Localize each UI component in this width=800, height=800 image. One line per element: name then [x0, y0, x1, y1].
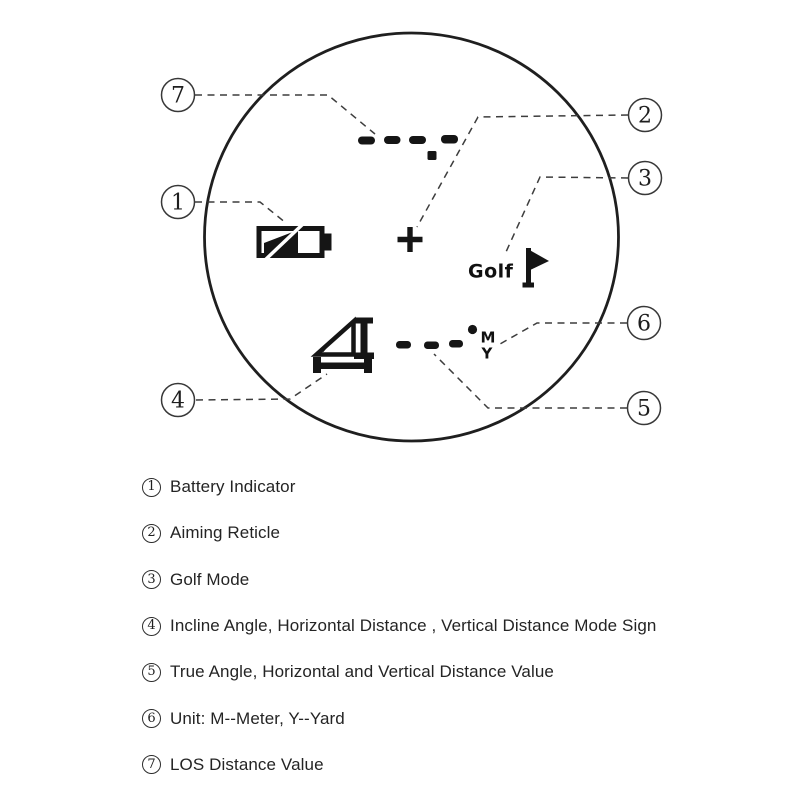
callout-1: [162, 186, 195, 219]
callout-3: [629, 162, 662, 195]
legend-row-mode-sign: [142, 603, 656, 649]
callout-4: [162, 384, 195, 417]
callout-number: 4: [171, 388, 185, 414]
crosshair-reticle-icon: [398, 227, 423, 252]
unit-meter-label: M: [480, 328, 496, 347]
legend-number: 7: [142, 755, 161, 774]
callout-2: [629, 99, 662, 132]
legend-row-distance-value: [142, 649, 656, 695]
measure-value-dashes: [396, 340, 463, 349]
legend-label: True Angle, Horizontal and Vertical Distance Value: [170, 662, 554, 682]
horizontal-distance-beam: [313, 357, 372, 373]
unit-indicator: [468, 325, 496, 363]
vertical-distance-beam: [354, 318, 374, 360]
degree-dot-icon: [468, 325, 477, 334]
callout-number: 5: [637, 396, 651, 422]
leader-line-5: [434, 354, 627, 408]
golf-mode: [468, 248, 549, 288]
legend-label: Unit: M--Meter, Y--Yard: [170, 708, 345, 728]
battery-icon: [259, 224, 332, 261]
incline-triangle: [317, 322, 354, 355]
callout-number: 6: [637, 311, 651, 337]
legend-number: 6: [142, 709, 161, 728]
leader-line-6: [500, 323, 627, 344]
callout-number: 1: [171, 190, 185, 216]
legend-label: Golf Mode: [170, 569, 250, 589]
callout-number: 3: [638, 166, 652, 192]
legend-number: 5: [142, 663, 161, 682]
legend-row-reticle: [142, 510, 656, 556]
legend-number: 4: [142, 617, 161, 636]
callout-number: 7: [171, 83, 185, 109]
callout-number: 2: [638, 103, 652, 129]
golf-mode-label: Golf: [468, 260, 514, 283]
legend-label: Battery Indicator: [170, 477, 296, 497]
leader-line-7: [195, 95, 375, 134]
legend-row-los-value: [142, 742, 656, 788]
leader-line-2: [417, 115, 628, 227]
legend-row-golf-mode: [142, 557, 656, 603]
legend-row-unit: [142, 695, 656, 741]
legend: [142, 464, 656, 788]
callout-6: [628, 307, 661, 340]
legend-label: Incline Angle, Horizontal Distance , Vertical Distance Mode Sign: [170, 616, 657, 636]
leader-line-3: [506, 177, 628, 252]
legend-row-battery: [142, 464, 656, 510]
legend-label: Aiming Reticle: [170, 523, 281, 543]
battery-terminal: [324, 234, 332, 251]
legend-number: 3: [142, 570, 161, 589]
unit-yard-label: Y: [481, 344, 493, 363]
legend-number: 1: [142, 478, 161, 497]
callout-7: [162, 79, 195, 112]
callout-5: [628, 392, 661, 425]
golf-flag-icon: [523, 248, 550, 288]
los-distance-dashes: [358, 135, 458, 160]
leader-line-1: [195, 202, 286, 223]
legend-number: 2: [142, 524, 161, 543]
decimal-point: [428, 151, 437, 160]
legend-label: LOS Distance Value: [170, 754, 324, 774]
incline-angle-distance-mode-icon: [313, 318, 374, 374]
